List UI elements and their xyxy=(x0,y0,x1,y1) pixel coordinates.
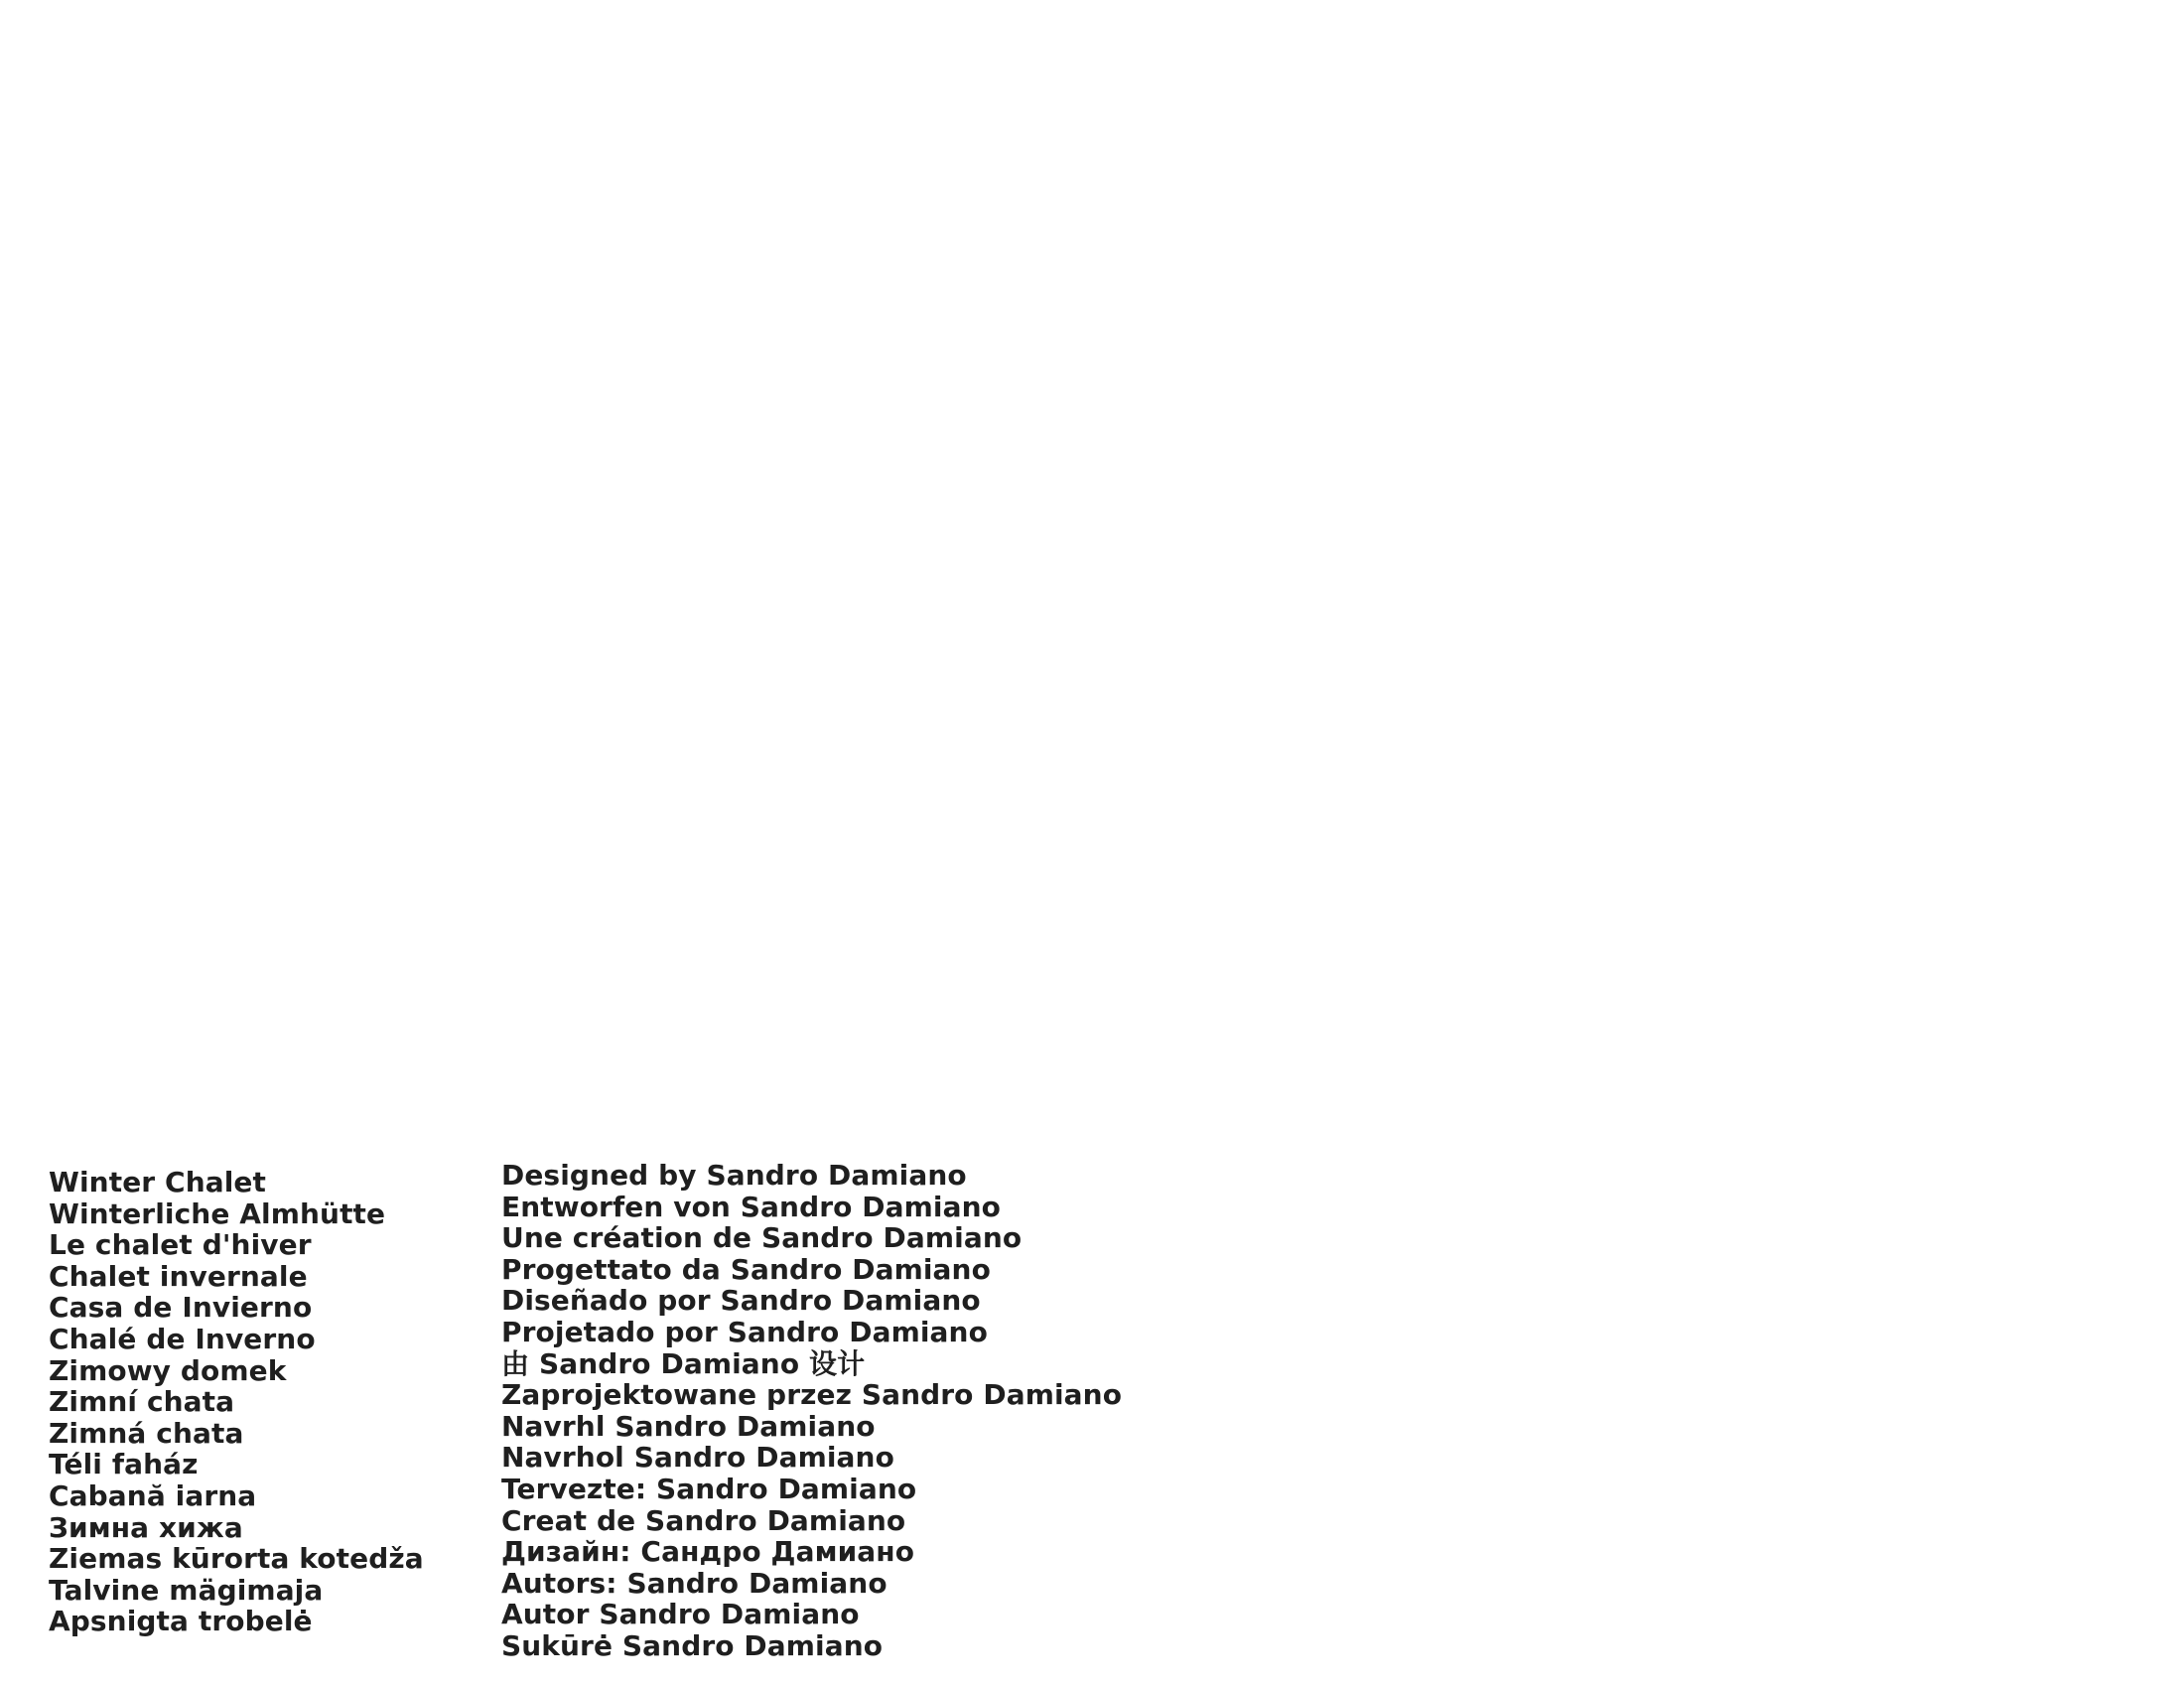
title-item: Winter Chalet xyxy=(49,1166,266,1198)
credit-item: Diseñado por Sandro Damiano xyxy=(501,1284,981,1318)
title-item: Le chalet d'hiver xyxy=(49,1228,312,1262)
credit-item: Navrhl Sandro Damiano xyxy=(501,1409,876,1443)
credit-item: Дизайн: Сандро Дамиано xyxy=(501,1535,915,1569)
title-item: Talvine mägimaja xyxy=(49,1573,324,1607)
credit-item: Navrhol Sandro Damiano xyxy=(501,1441,894,1475)
credit-item: Sukūrė Sandro Damiano xyxy=(501,1628,884,1662)
credit-item: Entworfen von Sandro Damiano xyxy=(501,1190,1001,1223)
credit-item: Progettato da Sandro Damiano xyxy=(501,1252,991,1286)
credit-item: Zaprojektowane przez Sandro Damiano xyxy=(501,1378,1123,1412)
title-item: Zimná chata xyxy=(49,1416,244,1450)
title-item: Ziemas kūrorta kotedža xyxy=(49,1542,424,1576)
title-item: Cabană iarna xyxy=(49,1478,257,1512)
localized-title-list xyxy=(49,1167,424,1637)
title-item: Casa de Invierno xyxy=(49,1291,313,1325)
title-item: Zimní chata xyxy=(49,1385,235,1419)
credit-item: Designed by Sandro Damiano xyxy=(501,1159,967,1192)
title-item: Téli faház xyxy=(49,1448,199,1481)
credit-item: 由 Sandro Damiano 设计 xyxy=(501,1346,866,1380)
title-item: Chalet invernale xyxy=(49,1259,308,1293)
credit-item: Projetado por Sandro Damiano xyxy=(501,1315,988,1348)
credit-item: Une création de Sandro Damiano xyxy=(501,1221,1023,1255)
credit-item: Tervezte: Sandro Damiano xyxy=(501,1472,917,1505)
credit-item: Autor Sandro Damiano xyxy=(501,1598,860,1631)
credit-item: Creat de Sandro Damiano xyxy=(501,1503,906,1537)
title-item: Chalé de Inverno xyxy=(49,1322,316,1355)
title-item: Зимна хижа xyxy=(49,1510,243,1544)
title-item: Zimowy domek xyxy=(49,1353,287,1387)
title-item: Winterliche Almhütte xyxy=(49,1196,386,1230)
title-item: Apsnigta trobelė xyxy=(49,1605,313,1638)
credit-item: Autors: Sandro Damiano xyxy=(501,1566,887,1600)
localized-credit-list xyxy=(501,1160,1122,1662)
